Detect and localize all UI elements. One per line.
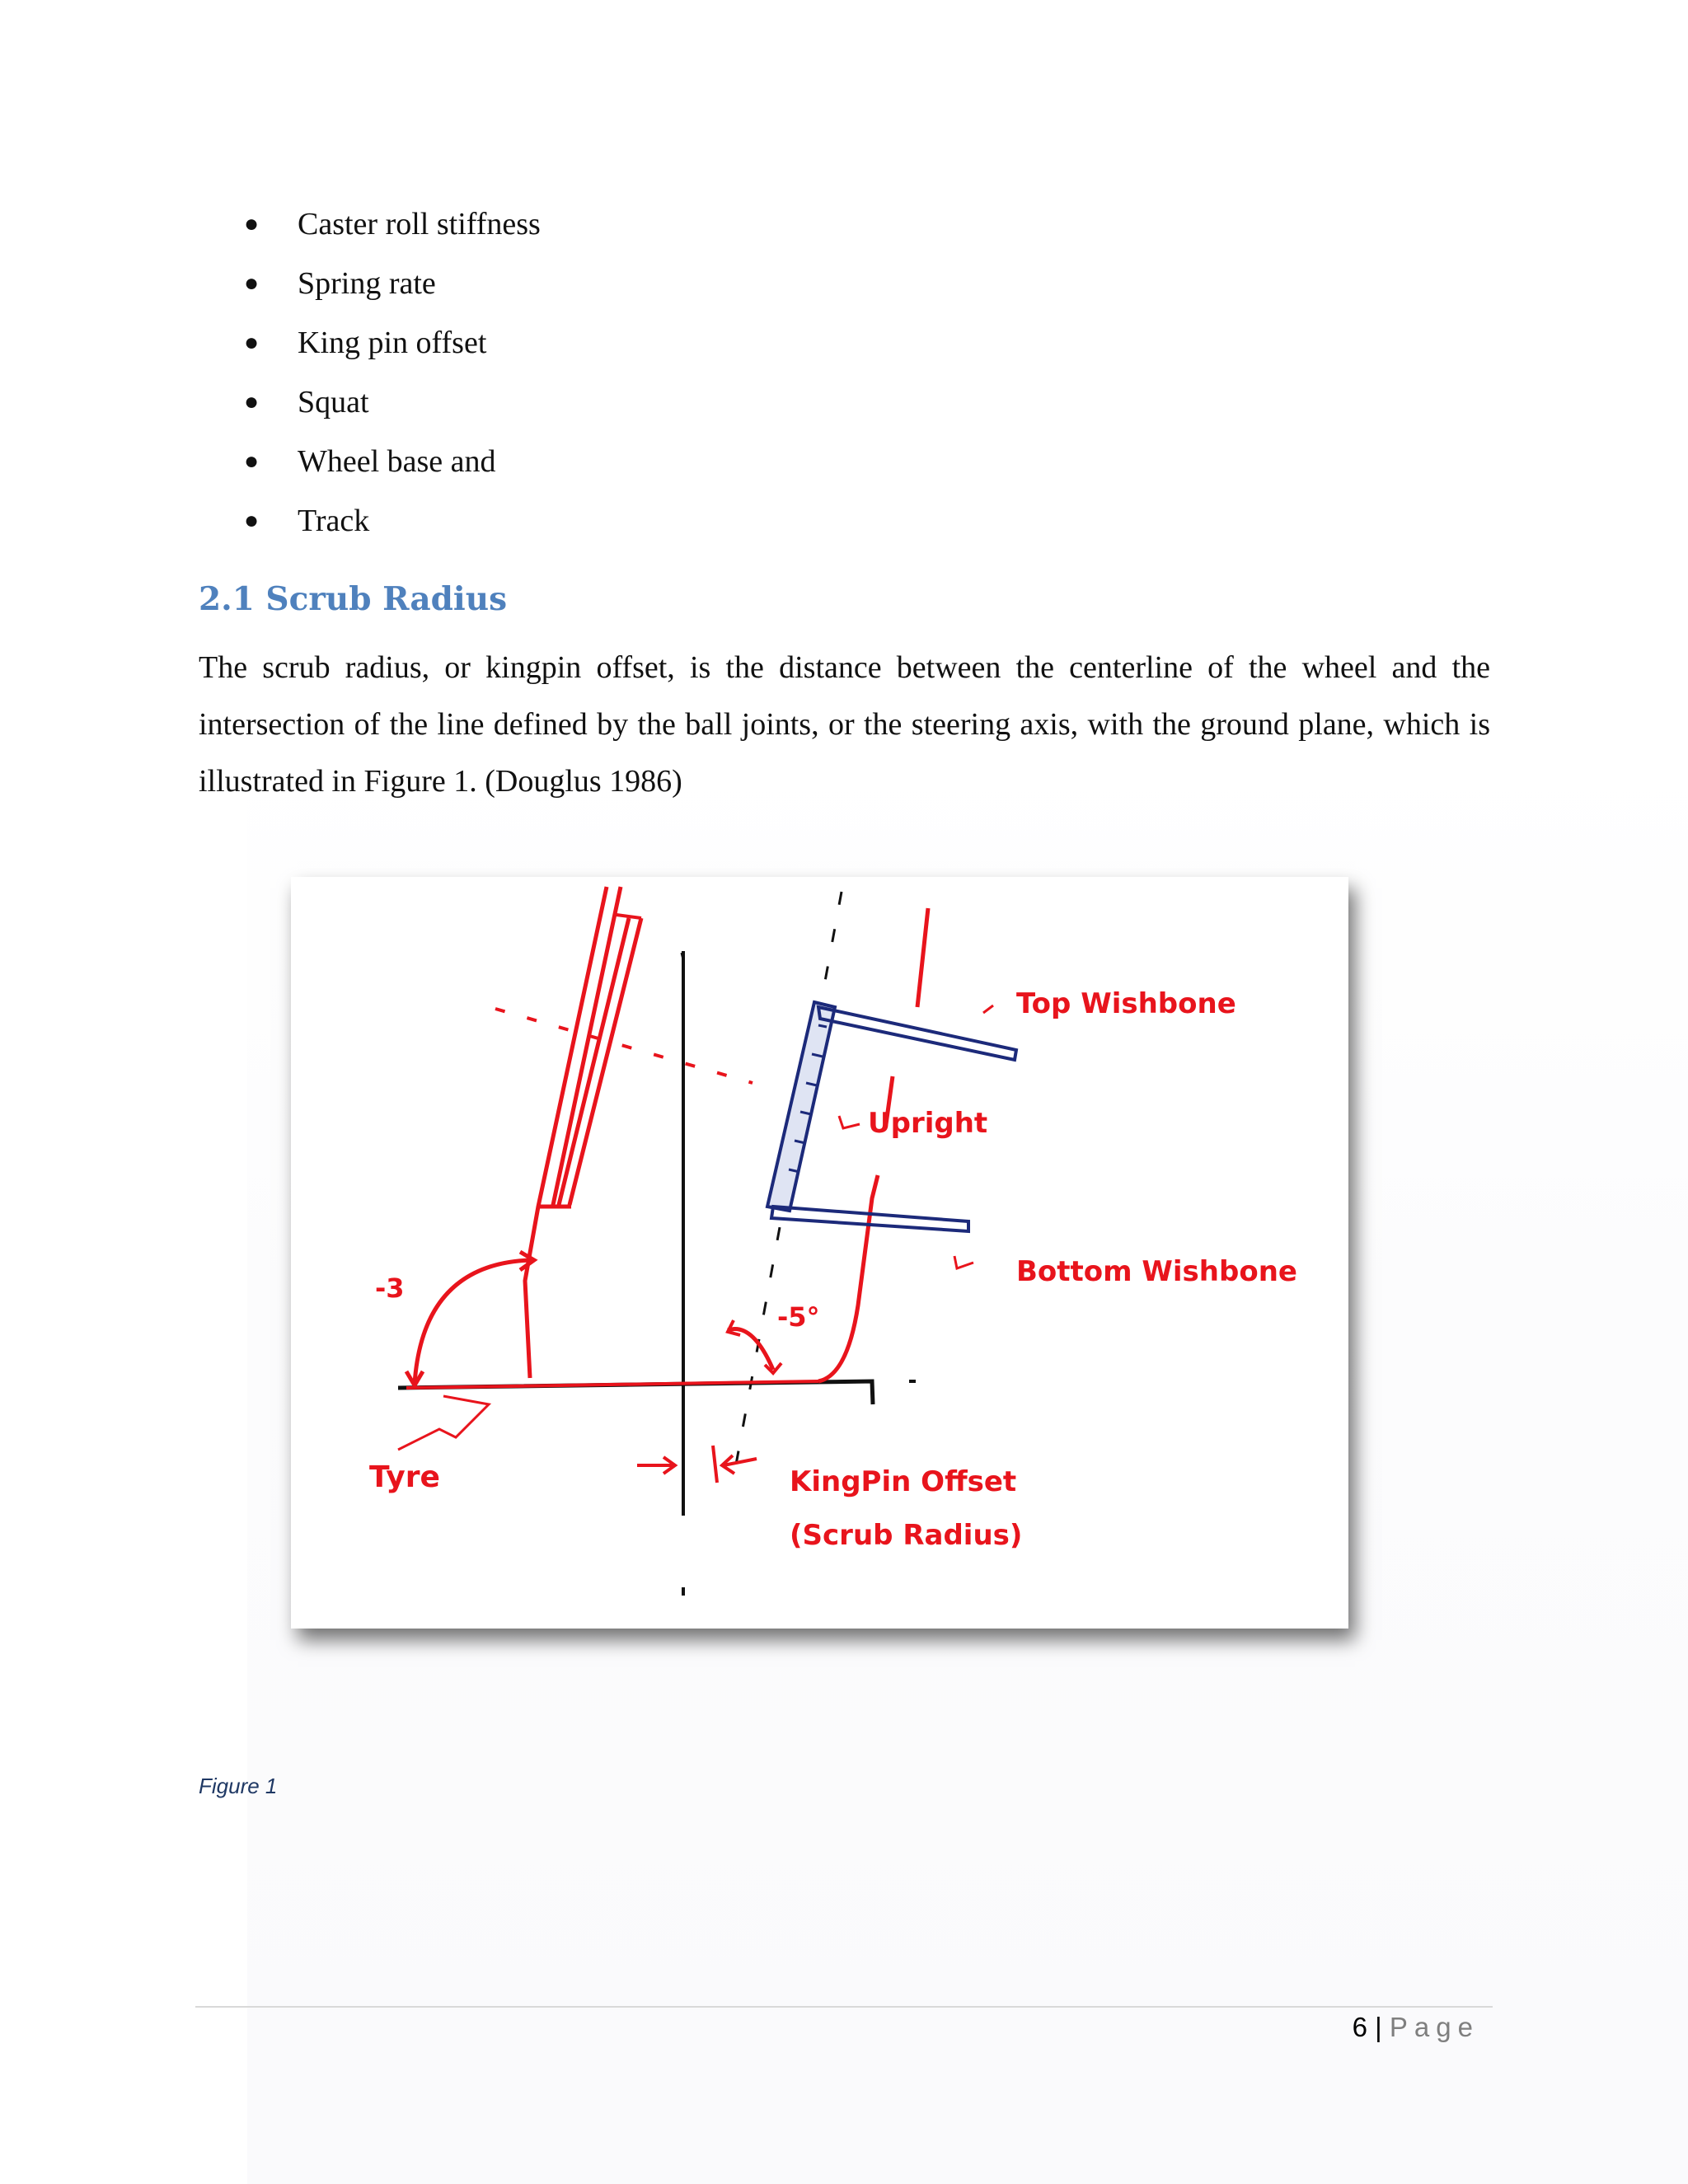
tyre-outline-right bbox=[818, 908, 928, 1381]
bullet-icon: ● bbox=[244, 269, 260, 297]
list-item-text: Wheel base and bbox=[298, 444, 496, 479]
footer-separator: | bbox=[1375, 2012, 1382, 2042]
list-item bbox=[244, 491, 541, 551]
offset-arrow-right bbox=[722, 1455, 757, 1474]
list-item-text: Squat bbox=[298, 385, 369, 419]
upright-pointer bbox=[839, 1116, 860, 1128]
bottom-wishbone-pointer bbox=[954, 1256, 973, 1268]
footer-divider bbox=[195, 2006, 1493, 2008]
upright-label: Upright bbox=[868, 1107, 988, 1140]
bottom-wishbone-label: Bottom Wishbone bbox=[1016, 1255, 1297, 1288]
top-wishbone bbox=[818, 1007, 1016, 1060]
bullet-icon: ● bbox=[244, 210, 260, 237]
list-item bbox=[244, 194, 541, 254]
bullet-icon: ● bbox=[244, 329, 260, 356]
angle-right-label: -5° bbox=[777, 1301, 820, 1333]
offset-tick bbox=[713, 1446, 717, 1483]
tyre-top-edge bbox=[617, 915, 641, 918]
list-item bbox=[244, 254, 541, 313]
section-heading: 2.1 Scrub Radius bbox=[199, 580, 508, 618]
list-item bbox=[244, 373, 541, 432]
page-footer bbox=[1353, 2012, 1479, 2043]
body-paragraph: The scrub radius, or kingpin offset, is the distance between the centerline of the wheel and the intersection of the line defined by the ball joints, or the steering axis, with the ground plane, which is illustrated in Figure 1. (Douglus 1986) bbox=[199, 650, 1490, 799]
upright bbox=[767, 1002, 835, 1211]
figure-image bbox=[291, 877, 1348, 1629]
list-item bbox=[244, 313, 541, 373]
bullet-icon: ● bbox=[244, 448, 260, 475]
tyre-label: Tyre bbox=[369, 1460, 440, 1494]
bullet-list bbox=[244, 194, 541, 551]
bullet-icon: ● bbox=[244, 507, 260, 534]
list-item-text: Caster roll stiffness bbox=[298, 207, 541, 241]
list-item bbox=[244, 432, 541, 491]
angle-left-label: -3 bbox=[375, 1272, 405, 1304]
scrub-radius-label: (Scrub Radius) bbox=[790, 1519, 1023, 1552]
kingpin-offset-label: KingPin Offset bbox=[790, 1465, 1017, 1498]
bullet-icon: ● bbox=[244, 388, 260, 415]
list-item-text: Spring rate bbox=[298, 266, 436, 301]
scrub-radius-diagram bbox=[291, 877, 1348, 1629]
page-label: Page bbox=[1389, 2012, 1479, 2042]
figure-caption: Figure 1 bbox=[199, 1774, 278, 1798]
tyre-outline-left bbox=[525, 887, 641, 1378]
angle-arc-left bbox=[415, 1260, 530, 1384]
centerline-dash bbox=[682, 953, 683, 959]
top-wishbone-label: Top Wishbone bbox=[1016, 987, 1236, 1020]
list-item-text: King pin offset bbox=[298, 326, 487, 360]
top-wishbone-pointer bbox=[983, 1005, 993, 1013]
list-item-text: Track bbox=[298, 504, 370, 538]
wheel-axis-dashed bbox=[495, 1009, 753, 1083]
tyre-pointer bbox=[398, 1396, 489, 1450]
offset-arrow-left bbox=[637, 1457, 675, 1474]
page-number: 6 bbox=[1352, 2012, 1367, 2042]
